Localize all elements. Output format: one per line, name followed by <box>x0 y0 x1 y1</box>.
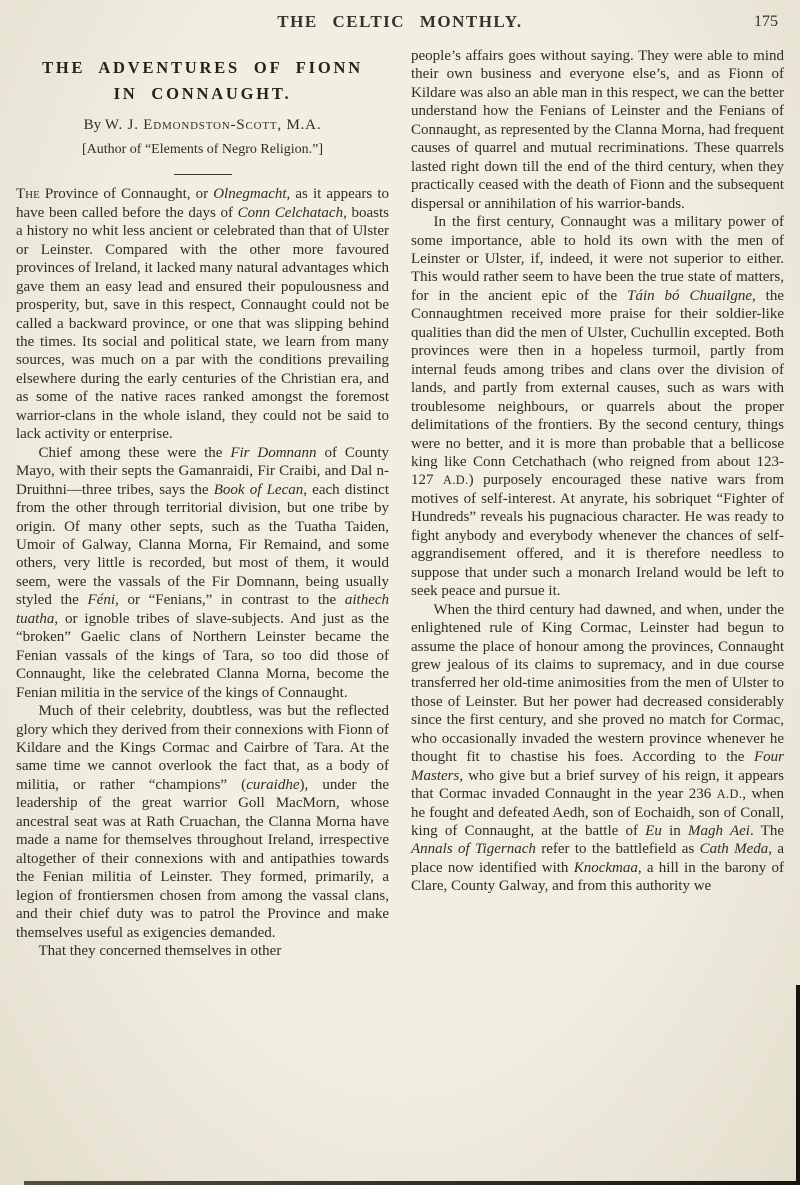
paragraph <box>16 702 389 942</box>
page-number: 175 <box>754 13 778 30</box>
scan-edge-right <box>796 985 800 1185</box>
text-run: , or ignoble tribes of slave-subjects. And just as the “broken” Gaelic clans of Northern Leinster became the Fenian vassals of the kings of Tara, so too did those of Connaught, like the celebrated Clanna Morna, become the Fenian militia in the service of the kings of Connaught. <box>16 610 389 701</box>
article-title-line2: IN CONNAUGHT. <box>113 84 292 103</box>
paragraph <box>16 185 389 443</box>
byline-author-name: W. J. Edmondston-Scott, M.A. <box>104 117 322 133</box>
text-run: , when he fought and defeated Aedh, son of Eochaidh, son of Conall, king of Connaught, at the battle of <box>411 786 784 840</box>
paragraph <box>411 213 784 601</box>
text-run: . The <box>749 823 784 840</box>
text-run: Four Masters <box>411 749 784 784</box>
text-run: Much of their celebrity, doubtless, was but the reflected glory which they derived from their connexions with Fionn of Kildare and the Kings Cormac and Cairbre of Tara. At the same time we cannot overlook the fact that, as a body of militia, or rather “champions” ( <box>16 703 389 793</box>
text-run: Eu <box>645 823 662 840</box>
page-header <box>16 12 784 38</box>
text-run: Magh Aei <box>688 823 750 840</box>
right-column-text <box>411 47 784 896</box>
text-run: , the Connaughtmen received more praise for their soldier-like qualities than did the men of Ulster, Cuchullin excepted. Both provinces were then in a hopeless turmoil, partly from internal feuds among tribes and clans over the division of lands, and partly from external causes, such as wars with troublesome neighbours, or quarrels about the proper delimitations of the frontiers. By the second century, things were no better, and it is more than probable that a bellicose king like Conn Cetchathach (who reigned from about 123-127 <box>411 287 784 489</box>
text-run: , a hill in the barony of Clare, County Galway, and from this authority we <box>411 859 784 895</box>
text-run: , or “Fenians,” in contrast to the <box>115 592 345 609</box>
text-run: Knockmaa <box>573 859 638 876</box>
text-run: in <box>661 823 689 840</box>
text-run: In the first century, Connaught was a military power of some importance, able to hold its own with the men of Leinster or Ulster, if, indeed, it were not superior to either. This would rather seem to have been the true state of matters, for in the ancient epic of the <box>411 214 784 304</box>
scan-edge-bottom <box>24 1181 800 1185</box>
text-run: A.D. <box>716 787 743 802</box>
text-run: Cath Meda <box>699 841 769 858</box>
text-run: curaidhe <box>246 776 300 793</box>
text-run: When the third century had dawned, and when, under the enlightened rule of King Cormac, Leinster had begun to assume the place of honour among the provinces, Connaught grew jealous of its claims to supremacy, and in due course transferred her old-time animosities from the men of Ulster to those of Leinster. But her power had decreased considerably since the first century, and she proved no match for Cormac, who occasionally invaded the western province whenever he thought fit to chastise his foes. According to the <box>411 601 784 766</box>
text-run: Province of Connaught, or <box>39 186 214 203</box>
article-body <box>16 47 784 960</box>
text-run: Book of Lecan <box>213 481 304 498</box>
left-column-text <box>16 185 389 960</box>
byline <box>16 116 389 134</box>
text-run: , who give but a brief survey of his reign, it appears that Cormac invaded Connaught in the year 236 <box>411 767 784 803</box>
text-run: The <box>16 186 40 203</box>
byline-prefix: By <box>83 117 105 133</box>
text-run: Olnegmacht <box>213 186 287 203</box>
text-run: Táin bó Chuailgne <box>627 287 752 304</box>
article-title-line1: THE ADVENTURES OF FIONN <box>42 58 363 77</box>
text-run: refer to the battlefield as <box>535 841 700 858</box>
text-run: That they concerned themselves in other <box>38 942 282 959</box>
text-run: Annals of Tigernach <box>411 841 536 858</box>
paragraph <box>16 942 389 960</box>
text-run: Conn Celchatach <box>237 204 344 221</box>
text-run: , a place now identified with <box>411 841 785 876</box>
text-run: Chief among these were the <box>38 444 231 461</box>
text-run: A.D. <box>443 473 469 488</box>
text-run: ), under the leadership of the great warrior Goll MacMorn, whose ancestral seat was at Rath Cruachan, the Clanna Morna have made a name for themselves throughout Ireland, irrespective altogether of their connexions with and antipathies towards the Fenian militia of Leinster. They formed, primarily, a legion of frontiersmen chosen from among the vassal clans, and their chief duty was to patrol the Province and make themselves useful as exigencies demanded. <box>16 776 389 941</box>
text-run: ) purposely encouraged these native wars from motives of self-interest. At anyrate, his sobriquet “Fighter of Hundreds” reveals his pugnacious character. He was ready to fight anybody and everybody whenever the chances of self-aggrandisement offered, and it is therefore needless to suppose that under such a monarch Ireland would be left to seek peace and pursue it. <box>411 472 785 600</box>
author-note: [Author of “Elements of Negro Religion.”] <box>81 142 324 158</box>
text-run: , each distinct from the other through territorial division, but one tribe by origin. Of many other septs, such as the Tuatha Taiden, Umoir of Galway, Clanna Morna, Fir Remaind, and some others, very little is recorded, but most of them, it would seem, were the vassals of the Fir Domnann, being usually styled the <box>16 481 389 609</box>
journal-title: THE CELTIC MONTHLY. <box>277 12 523 31</box>
section-divider <box>174 174 232 176</box>
article-title <box>16 55 389 107</box>
text-run: people’s affairs goes without saying. They were able to mind their own business and everyone else’s, and as Fionn of Kildare was also an able man in this respect, we can the better understand how the Fenians of Leinster and the Fenians of Connaught, as represented by the Clanna Morna, had frequent causes of quarrel and mutual recriminations. These quarrels lasted right down till the end of the third century, when they practically ceased with the death of Fionn and the subsequent dispersal or annihilation of his warrior-bands. <box>411 48 784 212</box>
right-column <box>411 47 784 960</box>
text-run: , boasts a history no whit less ancient or celebrated than that of Ulster or Leinster. Compared with the other more favoured provinces of Ireland, it lacked many natural advantages which gave them an easy lead and ensured their populousness and prosperity, but, save in this respect, Connaught could not be called a backward province, or one that was slipping behind the times. Its social and political state, we learn from many sources, was much on a par with the conditions prevailing elsewhere during the early centuries of the Christian era, and as some of the native races ranked amongst the foremost warrior-clans in the whole island, they could not be said to lack activity or enterprise. <box>16 204 390 443</box>
text-run: Fir Domnann <box>230 444 317 461</box>
text-run: , as it appears to have been called before the days of <box>16 186 389 221</box>
text-run: of County Mayo, with their septs the Gamanraidi, Fir Craibi, and Dal n-Druithni—three tribes, says the <box>16 444 389 498</box>
paragraph <box>411 601 784 896</box>
text-run: Féni <box>87 592 116 609</box>
left-column <box>16 47 389 960</box>
text-run: aithech tuatha <box>16 592 390 627</box>
paragraph <box>411 47 784 213</box>
paragraph <box>16 444 389 702</box>
